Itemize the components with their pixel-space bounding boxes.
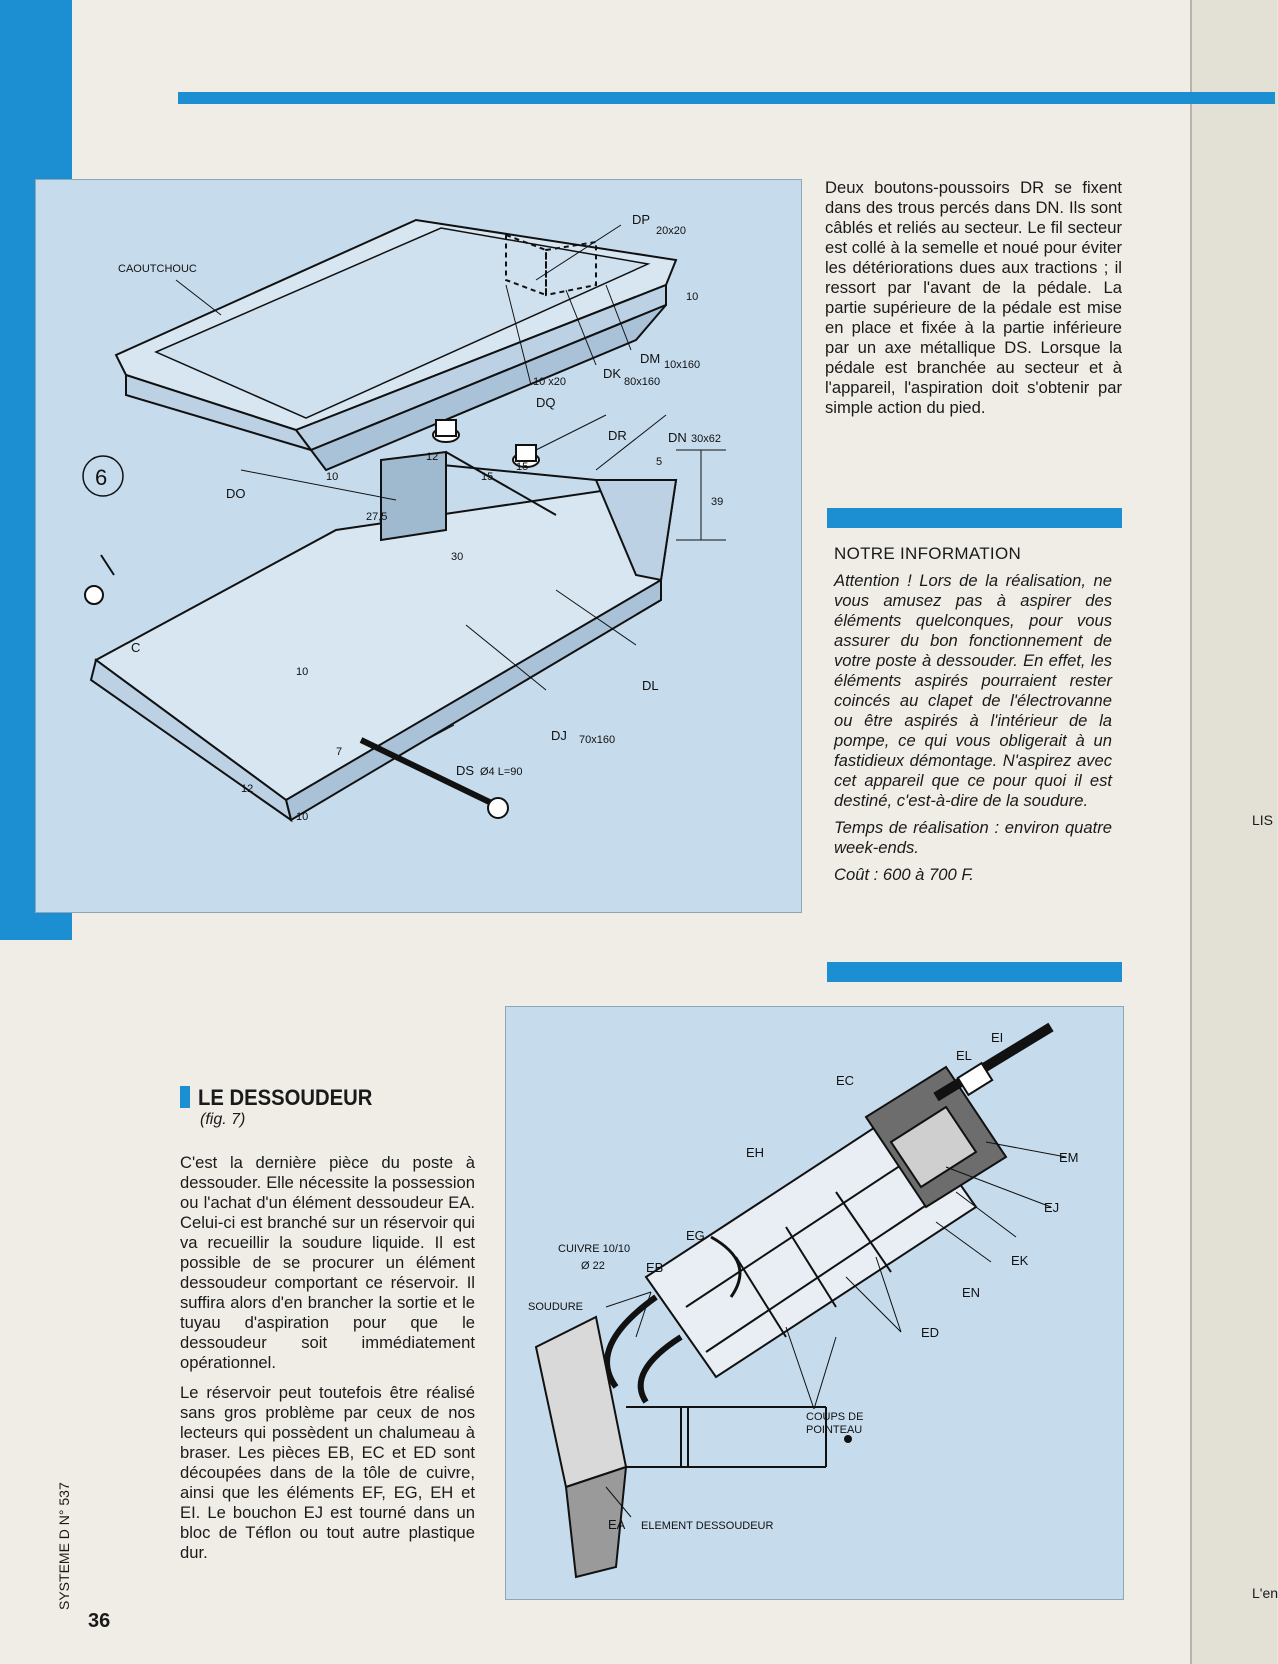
label-ds: DS: [456, 763, 475, 778]
section-paragraph-2: Le réservoir peut toutefois être réalisé sans gros problème par ceux de nos lecteurs qui possèdent un chalumeau à braser. Les pièces EB, EC et ED sont découpées dans de la tôle de cuivre, ainsi que les éléments EF, EG, EH et EI. Le bouchon EJ est tourné dans un bloc de Téflon ou tout autre plastique dur.: [180, 1383, 475, 1562]
dim-27-5: 27,5: [366, 511, 388, 523]
dim-10-edge: 10: [686, 291, 699, 303]
label-dr: DR: [608, 428, 627, 443]
label-dn: DN: [668, 430, 687, 445]
fig7-label-cuivre: CUIVRE 10/10: [558, 1243, 631, 1255]
label-dq-dim: 10 x20: [533, 376, 567, 388]
section-title: LE DESSOUDEUR: [198, 1085, 373, 1110]
label-dq: DQ: [536, 395, 556, 410]
label-dj: DJ: [551, 728, 567, 743]
label-dk: DK: [603, 366, 622, 381]
info-body: [834, 571, 1112, 892]
label-dk-dim: 80x160: [624, 376, 661, 388]
dim-39: 39: [711, 496, 724, 508]
label-dn-dim: 30x62: [691, 433, 721, 445]
dim-7: 7: [336, 746, 343, 758]
dim-10-bottom: 10: [296, 811, 309, 823]
figure-7-desoldering-drawing: [505, 1006, 1124, 1600]
page-number: 36: [88, 1610, 111, 1632]
label-dm: DM: [640, 351, 661, 366]
dim-15b: 15: [516, 461, 529, 473]
dim-30: 30: [451, 551, 464, 563]
fig7-label-eg: EG: [686, 1228, 705, 1243]
right-column-paragraph: Deux boutons-poussoirs DR se fixent dans des trous percés dans DN. Ils sont câblés et reliés au secteur. Le fil secteur est collé à la semelle et noué pour éviter les détériorations dues aux tractions ; il ressort par l'avant de la pédale. La partie supérieure de la pédale est mise en place et fixée à la partie inférieure par un axe métallique DS. Lorsque la pédale est branchée au secteur et à l'appareil, l'aspiration doit s'obtenir par simple action du pied.: [825, 178, 1123, 417]
section-subtitle: (fig. 7): [200, 1111, 246, 1128]
adjacent-page-lis: LIS: [1252, 812, 1274, 828]
label-dp: DP: [632, 212, 651, 227]
section-marker: [180, 1086, 190, 1108]
fig7-label-ea: EA: [608, 1517, 626, 1532]
fig7-label-soudure: SOUDURE: [528, 1301, 584, 1313]
fig7-label-ec: EC: [836, 1073, 855, 1088]
fig7-label-en: EN: [962, 1285, 981, 1300]
info-bottom-blue-band: [827, 962, 1122, 982]
adjacent-page-blue-rule: [1190, 92, 1275, 104]
label-do: DO: [226, 486, 246, 501]
figure-number-6: 6: [95, 465, 108, 490]
label-caoutchouc: CAOUTCHOUC: [118, 263, 197, 275]
left-column-text: [180, 1153, 475, 1573]
section-heading: [180, 1085, 387, 1129]
fig7-label-ed: ED: [921, 1325, 940, 1340]
dim-5: 5: [656, 456, 663, 468]
fig7-label-diam: Ø 22: [581, 1260, 605, 1272]
label-dm-dim: 10x160: [664, 359, 701, 371]
label-c: C: [131, 640, 141, 655]
fig7-label-ej: EJ: [1044, 1200, 1060, 1215]
dim-12: 12: [426, 451, 439, 463]
info-warning: Attention ! Lors de la réalisation, ne vous amusez pas à aspirer des éléments quelconques, pour vous assurer du bon fonctionnement de votre poste à dessouder. En effet, les éléments aspirés pourraient rester coincés au clapet de l'électrovanne ou être aspirés à l'intérieur de la pompe, ce qui vous obligerait à un fastidieux démontage. N'aspirez avec cet appareil que ce pour quoi il est destiné, c'est-à-dire de la soudure.: [834, 571, 1112, 810]
figure-6-pedal-drawing: [35, 179, 802, 913]
fig7-label-em: EM: [1059, 1150, 1079, 1165]
label-ds-dim: Ø4 L=90: [480, 766, 523, 778]
fig7-label-eh: EH: [746, 1145, 765, 1160]
dim-12-bottom: 12: [241, 783, 254, 795]
fig7-label-ek: EK: [1011, 1253, 1029, 1268]
fig7-label-eb: EB: [646, 1260, 664, 1275]
adjacent-page-edge: [1190, 0, 1277, 1664]
label-dl: DL: [642, 678, 659, 693]
fig7-label-pointeau: POINTEAU: [806, 1424, 863, 1436]
info-title: NOTRE INFORMATION: [834, 544, 1022, 563]
label-dj-dim: 70x160: [579, 734, 616, 746]
section-paragraph-1: C'est la dernière pièce du poste à dessouder. Elle nécessite la possession ou l'achat d'un élément dessoudeur EA. Celui-ci est branché sur un réservoir qui va recueillir la soudure liquide. Il est possible de se procurer un élément dessoudeur comportant ce réservoir. Il suffira alors d'en brancher la sortie et le tuyau d'aspiration pour que le dessoudeur soit immédiatement opérationnel.: [180, 1153, 475, 1372]
fig7-label-coups: COUPS DE: [806, 1411, 864, 1423]
adjacent-page-bottom-text: L'en: [1252, 1585, 1278, 1601]
info-top-blue-band: [827, 508, 1122, 528]
fig7-label-ei: EI: [991, 1030, 1004, 1045]
info-time: Temps de réalisation : environ quatre week-ends.: [834, 818, 1112, 857]
fig7-label-el: EL: [956, 1048, 972, 1063]
dim-10-plate: 10: [326, 471, 339, 483]
top-blue-rule: [178, 92, 1190, 104]
dim-15a: 15: [481, 471, 494, 483]
label-dp-dim: 20x20: [656, 225, 686, 237]
info-cost: Coût : 600 à 700 F.: [834, 865, 974, 884]
fig7-label-element: ELEMENT DESSOUDEUR: [641, 1520, 774, 1532]
side-caption-magazine-issue: SYSTEME D N° 537: [56, 1482, 72, 1610]
dim-10-top: 10: [296, 666, 309, 678]
